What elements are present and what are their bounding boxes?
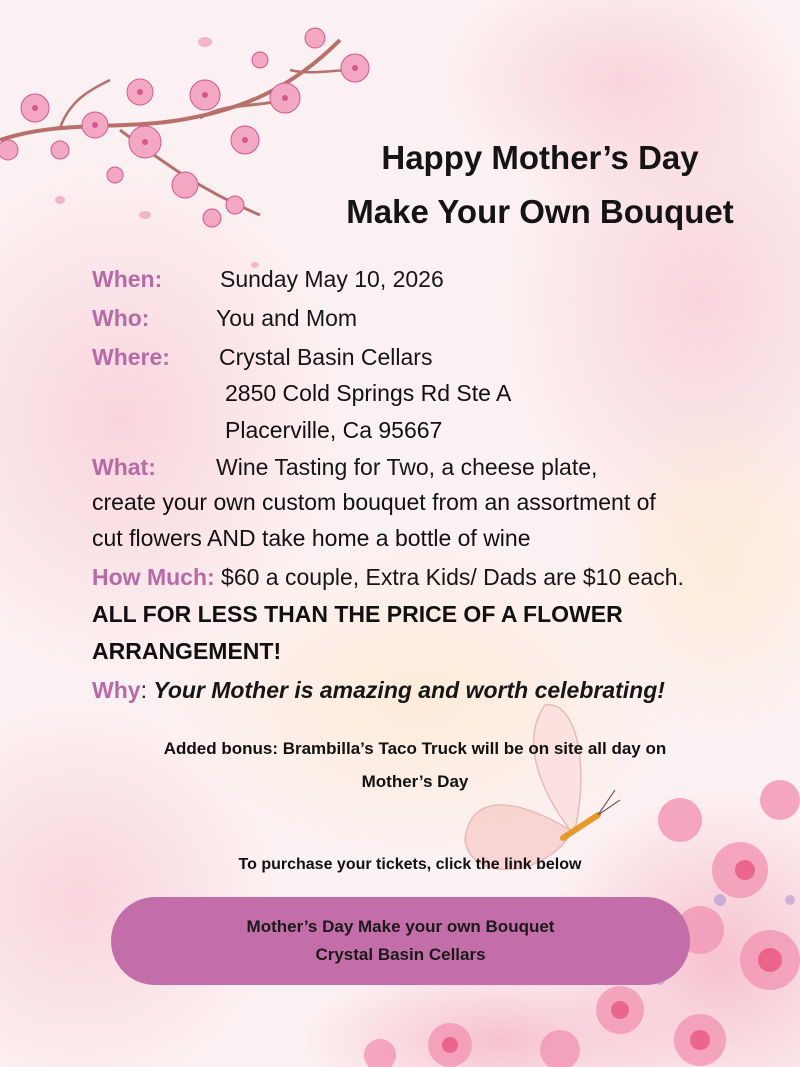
ticket-link-button[interactable] <box>111 897 690 985</box>
what-line1: Wine Tasting for Two, a cheese plate, <box>216 454 598 480</box>
why-row <box>92 679 665 702</box>
ticket-link-line2: Crystal Basin Cellars <box>315 945 486 964</box>
where-label: Where: <box>92 344 170 370</box>
howmuch-row <box>92 566 684 589</box>
why-value: Your Mother is amazing and worth celebrating! <box>153 677 665 703</box>
why-label: Why <box>92 677 141 703</box>
where-line1: Crystal Basin Cellars <box>219 344 433 370</box>
who-row <box>92 307 357 330</box>
bonus-line1: Added bonus: Brambilla’s Taco Truck will be on site all day on <box>163 739 667 758</box>
where-line3: Placerville, Ca 95667 <box>225 417 443 443</box>
what-label: What: <box>92 454 156 480</box>
when-label: When: <box>92 266 163 292</box>
where-row <box>92 346 432 369</box>
where-line2: 2850 Cold Springs Rd Ste A <box>225 380 512 406</box>
flyer-title-line1: Happy Mother’s Day <box>381 139 699 176</box>
who-label: Who: <box>92 305 150 331</box>
when-value: Sunday May 10, 2026 <box>220 266 444 292</box>
howmuch-value: $60 a couple, Extra Kids/ Dads are $10 each. <box>221 564 684 590</box>
promo-line1: ALL FOR LESS THAN THE PRICE OF A FLOWER <box>92 601 623 627</box>
purchase-instructions: To purchase your tickets, click the link below <box>238 856 582 873</box>
bonus-line2: Mother’s Day <box>361 772 469 791</box>
what-row <box>92 456 597 479</box>
ticket-link-line1: Mother’s Day Make your own Bouquet <box>246 917 555 936</box>
what-line2: create your own custom bouquet from an assortment of <box>92 489 656 515</box>
flyer-title-line2: Make Your Own Bouquet <box>346 193 734 230</box>
who-value: You and Mom <box>216 305 358 331</box>
when-row <box>92 268 444 291</box>
what-line3: cut flowers AND take home a bottle of wine <box>92 525 531 551</box>
promo-line2: ARRANGEMENT! <box>92 638 282 664</box>
why-colon: : <box>140 677 147 703</box>
howmuch-label: How Much: <box>92 564 215 590</box>
